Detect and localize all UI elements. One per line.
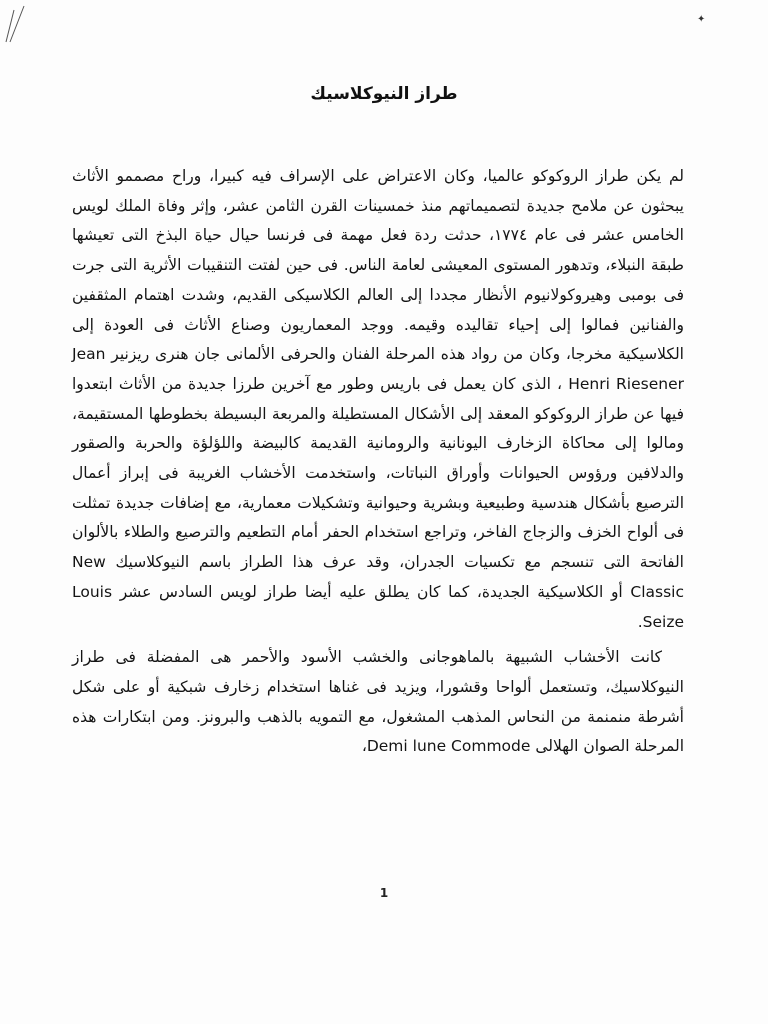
- page-number: 1: [379, 886, 389, 900]
- document-title: طراز النيوكلاسيك: [310, 84, 458, 104]
- scan-mark-icon: [4, 4, 34, 44]
- corner-mark-icon: ✦: [697, 14, 706, 25]
- document-body: [72, 162, 684, 762]
- paragraph-2: كانت الأخشاب الشبيهة بالماهوجانى والخشب الأسود والأحمر هى المفضلة فى طراز النيوكلاسيك، وتستعمل ألواحا وقشورا، ويزيد فى غناها استخدام زخارف شبكية أو على شكل أشرطة منمنمة من النحاس المذهب المشغول، مع التمويه بالذهب والبرونز. ومن ابتكارات هذه المرحلة الصوان الهلالى Demi lune Commode،: [72, 648, 684, 756]
- paragraph-1: لم يكن طراز الروكوكو عالميا، وكان الاعتراض على الإسراف فيه كبيرا، وراح مصممو الأثاث يبحثون عن ملامح جديدة لتصميماتهم منذ خمسينات القرن الثامن عشر، وإثر وفاة الملك لويس الخامس عشر فى عام ١٧٧٤، حدثت ردة فعل مهمة فى فرنسا حيال حياة البذخ التى تعيشها طبقة النبلاء، وتدهور المستوى المعيشى لعامة الناس. فى حين لفتت التنقيبات الأثرية التى جرت فى بومبى وهيروكولانيوم الأنظار مجددا إلى العالم الكلاسيكى القديم، وشدت اهتمام المثقفين والفنانين فمالوا إلى إحياء تقاليده وقيمه. ووجد المعماريون وصناع الأثاث فى العودة إلى الكلاسيكية مخرجا، وكان من رواد هذه المرحلة الفنان والحرفى الألمانى جان هنرى ريزنير Jean Henri Riesener ، الذى كان يعمل فى باريس وطور مع آخرين طرزا جديدة من الأثاث ابتعدوا فيها عن طراز الروكوكو المعقد إلى الأشكال المستطيلة والمربعة البسيطة بخطوطها المستقيمة، ومالوا إلى محاكاة الزخارف اليونانية والرومانية القديمة كالبيضة واللؤلؤة والحربة والصقور والدلافين ورؤوس الحيوانات وأوراق النباتات، واستخدمت الأخشاب الغريبة فى إبراز أعمال الترصيع بأشكال هندسية وطبيعية وبشرية وحيوانية وتشكيلات معمارية، مع إضافات جديدة تمثلت فى ألواح الخزف والزجاج الفاخر، وتراجع استخدام الحفر أمام التطعيم والترصيع والطلاء بالألوان الفاتحة التى تنسجم مع تكسيات الجدران، وقد عرف هذا الطراز باسم النيوكلاسيك New Classic أو الكلاسيكية الجديدة، كما كان يطلق عليه أيضا طراز لويس السادس عشر Louis Seize.: [72, 167, 684, 631]
